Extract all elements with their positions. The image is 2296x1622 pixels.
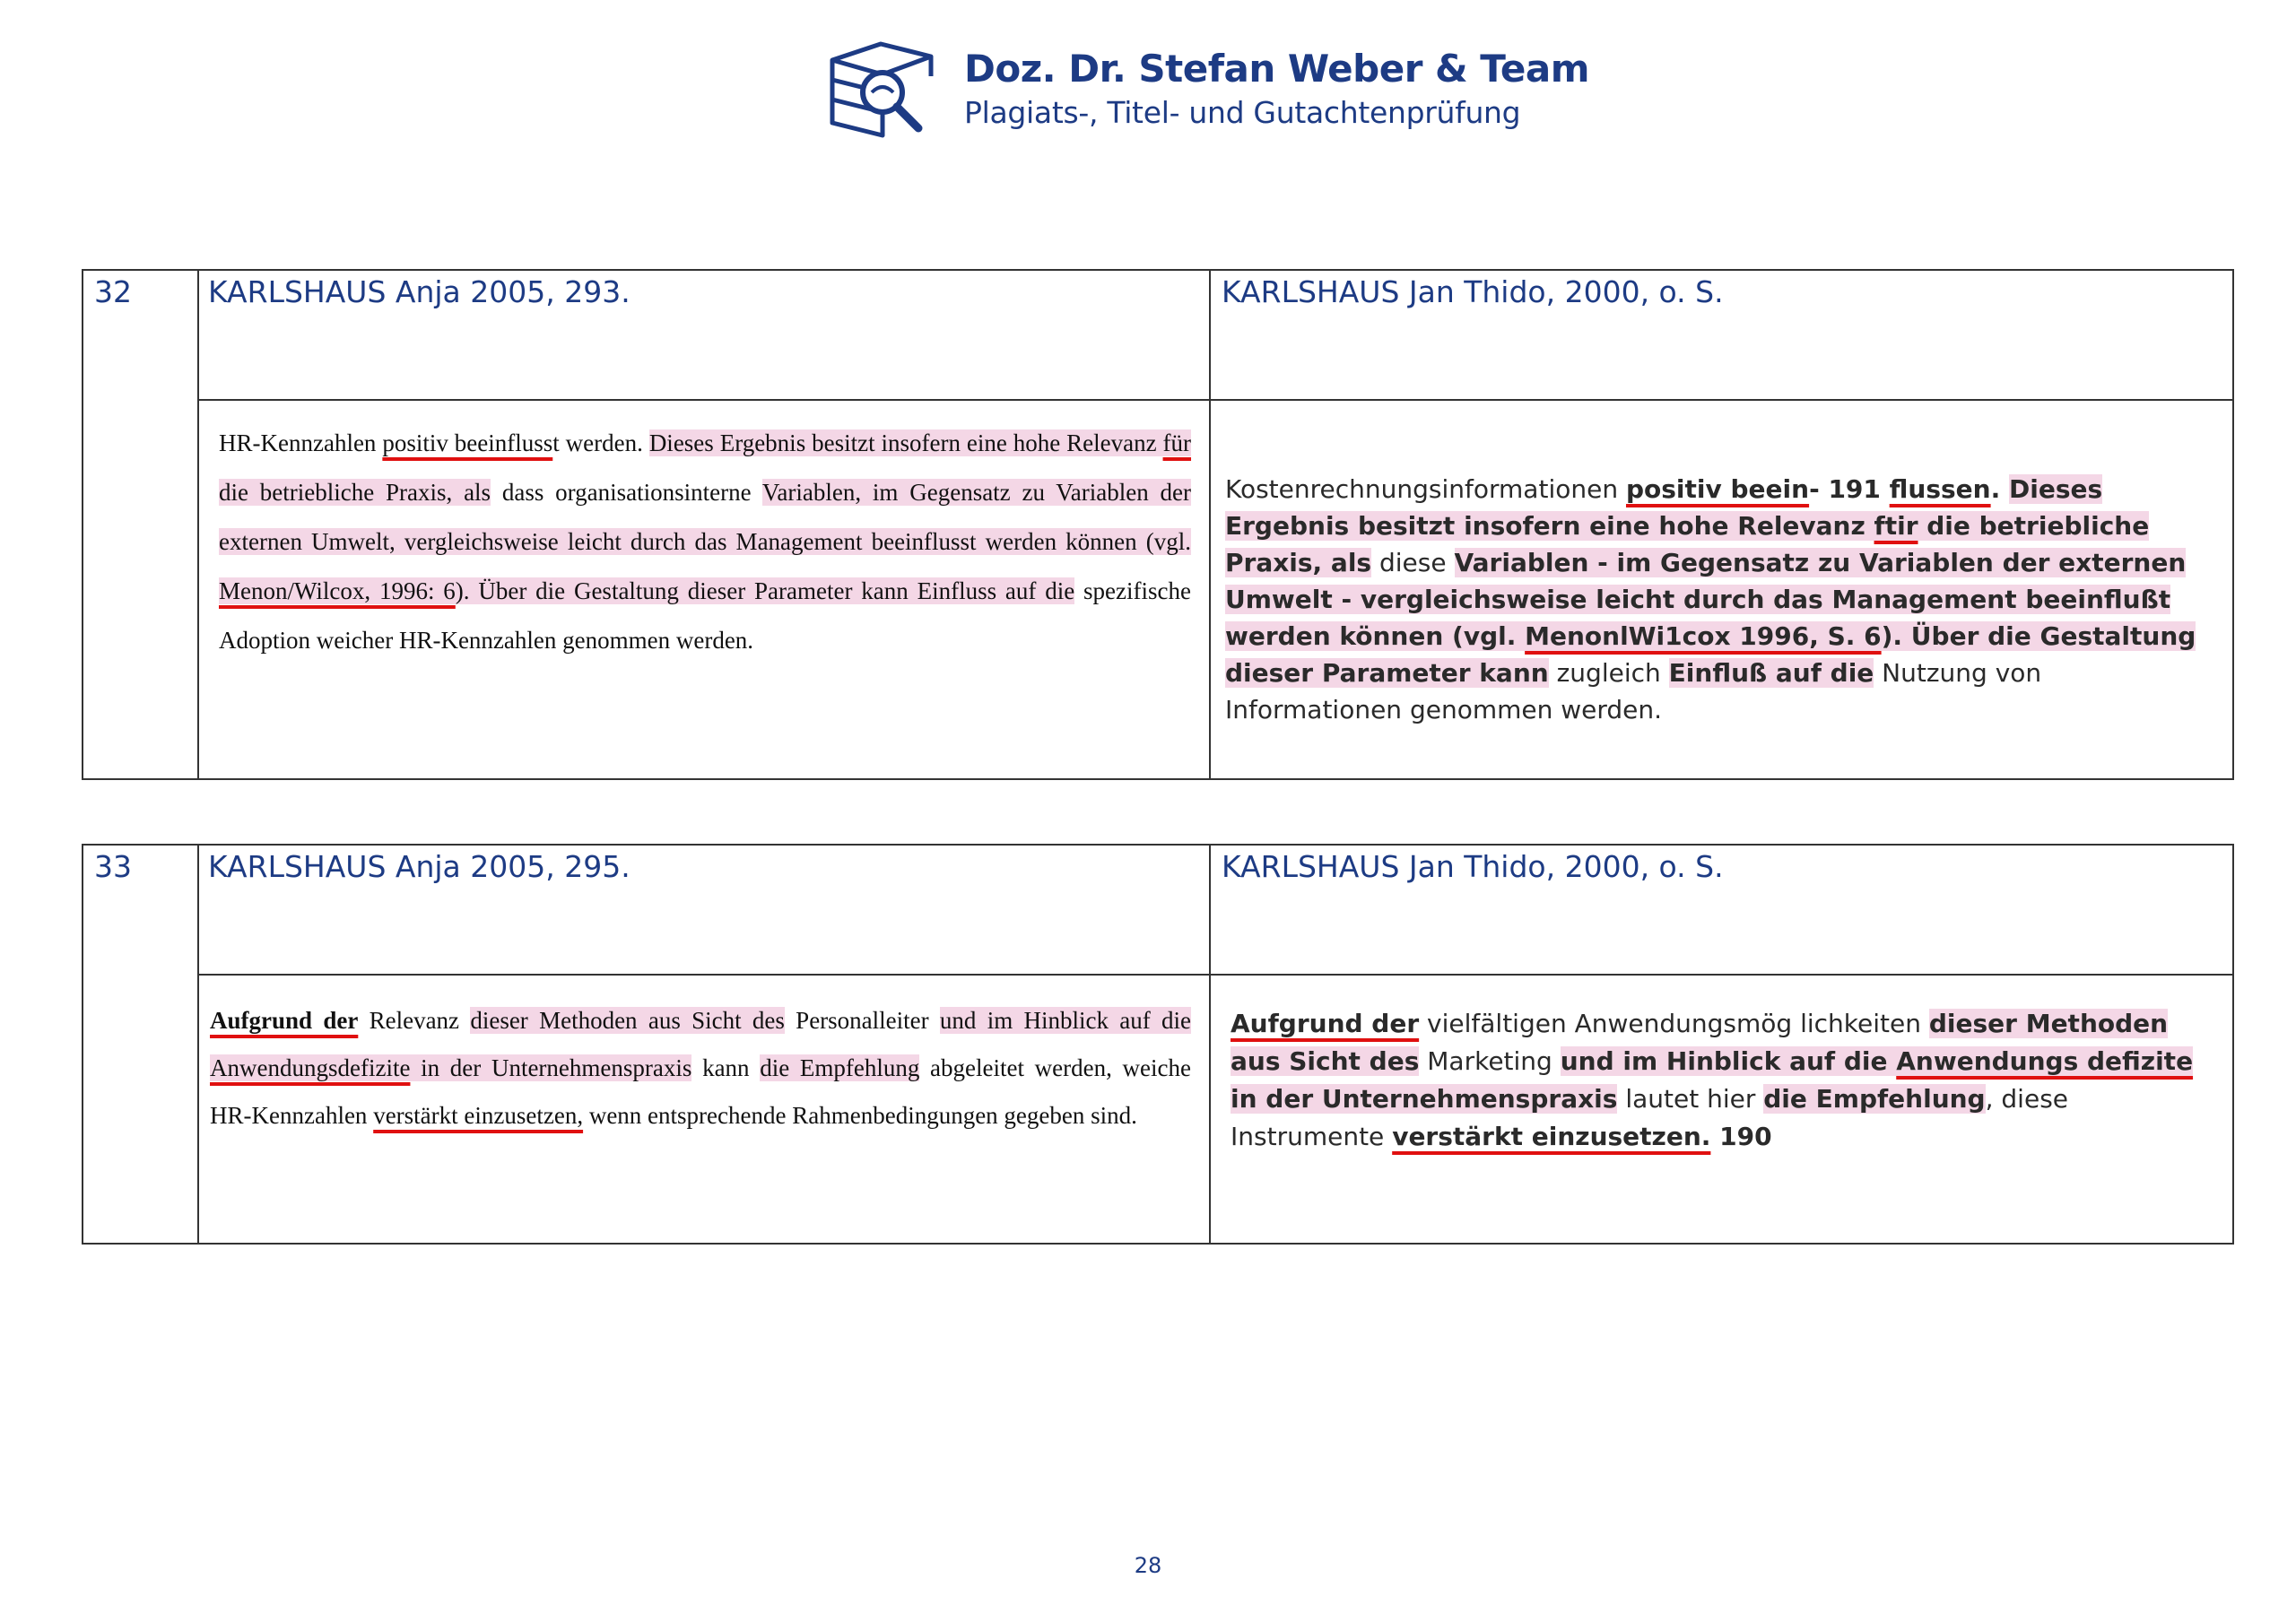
- brand-title: Doz. Dr. Stefan Weber & Team: [964, 47, 1589, 91]
- source-right: KARLSHAUS Jan Thido, 2000, o. S.: [1222, 274, 1724, 309]
- comparison-entry: [82, 269, 2234, 780]
- entry-number-cell: [83, 271, 199, 778]
- page-number: 28: [1134, 1553, 1162, 1578]
- brand-subtitle: Plagiats-, Titel- und Gutachtenprüfung: [964, 95, 1521, 130]
- source-row: [197, 846, 2232, 976]
- entry-number: 32: [94, 274, 132, 309]
- text-row: [197, 401, 2232, 778]
- logo-books-magnifier-icon: [825, 40, 937, 139]
- page-header: [825, 36, 1589, 143]
- left-text: HR-Kennzahlen positiv beeinflusst werden. Dieses Ergebnis besitzt insofern eine hohe Relevanz für die betriebliche Praxis, als dass organisationsinterne Variablen, im Gegensatz zu Variablen der externen Umwelt, vergleichsweise leicht durch das Management beeinflusst werden können (vgl. Menon/Wilcox, 1996: 6). Über die Gestaltung dieser Parameter kann Einfluss auf die spezifische Adoption weicher HR-Kennzahlen genommen werden.: [197, 401, 1211, 778]
- entry-number-cell: [83, 846, 199, 1243]
- source-right: KARLSHAUS Jan Thido, 2000, o. S.: [1222, 849, 1724, 884]
- text-row: [197, 976, 2232, 1243]
- source-left: KARLSHAUS Anja 2005, 293.: [197, 271, 1211, 399]
- entry-number: 33: [94, 849, 132, 884]
- right-text: Kostenrechnungsinformationen positiv beein- 191 flussen. Dieses Ergebnis besitzt insofern eine hohe Relevanz ftir die betriebliche Praxis, als diese Variablen - im Gegensatz zu Variablen der externen Umwelt - vergleichsweise leicht durch das Management beeinflußt werden können (vgl. MenonlWi1cox 1996, S. 6). Über die Gestaltung dieser Parameter kann zugleich Einfluß auf die Nutzung von Informationen genommen werden.: [1225, 474, 2196, 724]
- right-text: Aufgrund der vielfältigen Anwendungsmög lichkeiten dieser Methoden aus Sicht des Marketing und im Hinblick auf die Anwendungs defizite in der Unternehmenspraxis lautet hier die Empfehlung, diese Instrumente verstärkt einzusetzen. 190: [1231, 1009, 2194, 1151]
- source-row: [197, 271, 2232, 401]
- source-left: KARLSHAUS Anja 2005, 295.: [197, 846, 1211, 974]
- left-text: Aufgrund der Relevanz dieser Methoden aus Sicht des Personalleiter und im Hinblick auf die Anwendungsdefizite in der Unternehmenspraxis kann die Empfehlung abgeleitet werden, weiche HR-Kennzahlen verstärkt einzusetzen, wenn entsprechende Rahmenbedingungen gegeben sind.: [197, 976, 1211, 1243]
- comparison-entry: [82, 844, 2234, 1245]
